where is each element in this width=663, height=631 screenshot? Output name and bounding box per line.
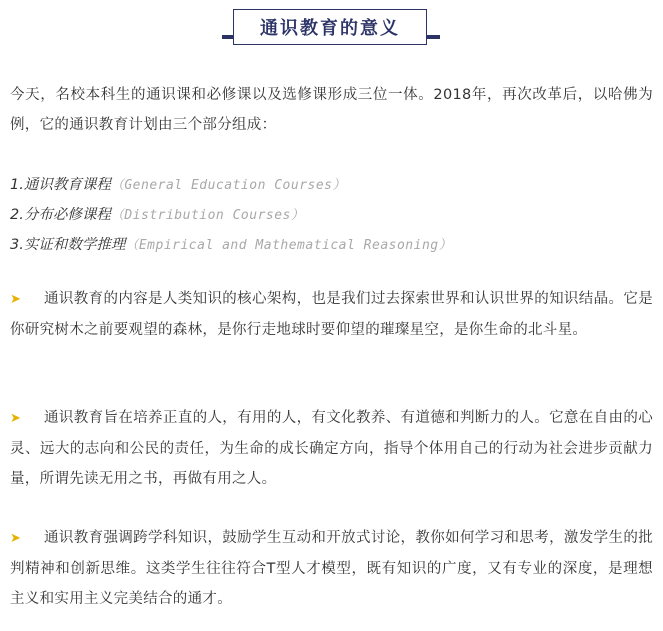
list-item [10, 200, 653, 230]
arrow-right-icon: ➤ [10, 411, 22, 426]
list-item [10, 230, 653, 260]
point-text: 通识教育的内容是人类知识的核心架构，也是我们过去探索世界和认识世界的知识结晶。它是你研究树木之前要观望的森林，是你行走地球时要仰望的璀璨星空，是你生命的北斗星。 [10, 291, 653, 338]
list-item [10, 170, 653, 200]
point-paragraph-2 [10, 403, 653, 494]
component-label: 2.分布必修课程 [10, 207, 111, 223]
component-label: 1.通识教育课程 [10, 177, 111, 193]
title-box [233, 9, 427, 45]
arrow-right-icon: ➤ [10, 292, 22, 307]
component-english: （Empirical and Mathematical Reasoning） [125, 238, 453, 253]
point-paragraph-3 [10, 523, 653, 614]
intro-paragraph: 今天，名校本科生的通识课和必修课以及选修课形成三位一体。2018年，再次改革后，以哈佛为例，它的通识教育计划由三个部分组成： [10, 87, 653, 133]
arrow-right-icon: ➤ [10, 531, 22, 546]
component-english: （General Education Courses） [110, 178, 347, 193]
components-list [10, 170, 653, 260]
component-english: （Distribution Courses） [110, 208, 305, 223]
point-paragraph-1 [10, 284, 653, 345]
component-label: 3.实证和数学推理 [10, 237, 126, 253]
section-title-banner [222, 9, 440, 49]
page-title: 通识教育的意义 [260, 18, 400, 39]
point-text: 通识教育旨在培养正直的人，有用的人，有文化教养、有道德和判断力的人。它意在自由的心灵、远大的志向和公民的责任，为生命的成长确定方向，指导个体用自己的行动为社会进步贡献力量，所谓先读无用之书，再做有用之人。 [10, 410, 653, 487]
point-text: 通识教育强调跨学科知识，鼓励学生互动和开放式讨论，教你如何学习和思考，激发学生的批判精神和创新思维。这类学生往往符合T型人才模型，既有知识的广度，又有专业的深度，是理想主义和实用主义完美结合的通才。 [10, 530, 653, 607]
